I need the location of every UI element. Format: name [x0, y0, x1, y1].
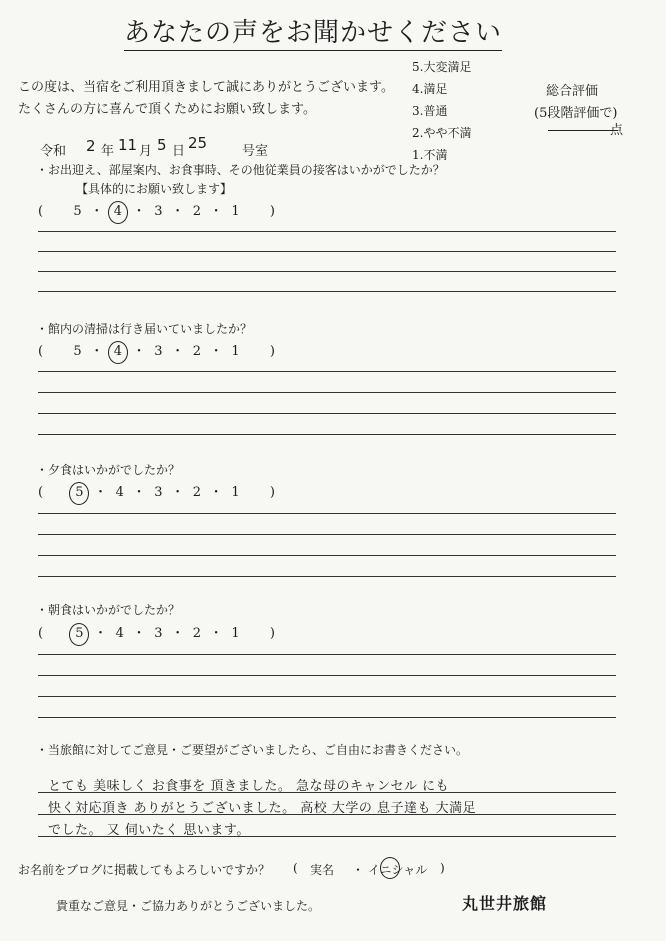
legend-item: 3.普通 — [412, 104, 448, 118]
answer-line[interactable] — [38, 792, 616, 793]
scale-option-2[interactable]: 2 — [192, 344, 202, 359]
comment-line-1: とても 美味しく お食事を 頂きました。 急な母のキャンセル にも — [48, 779, 450, 794]
date-month-unit: 月 — [139, 144, 153, 159]
question-note: 【具体的にお願い致します】 — [76, 182, 233, 196]
blog-close: ) — [440, 861, 445, 875]
scale-option-4[interactable]: 4 — [115, 485, 124, 500]
answer-line[interactable] — [38, 413, 616, 414]
scale-option-5-selected[interactable]: 5 — [69, 623, 89, 646]
scale-sep: ・ — [93, 626, 107, 641]
thanks-message: 貴重なご意見・ご協力ありがとうございました。 — [56, 899, 321, 913]
scale-close: ) — [269, 626, 275, 641]
comment-line-2: 快く対応頂き ありがとうございました。 高校 大学の 息子達も 大満足 — [48, 801, 477, 816]
overall-label: 総合評価 — [546, 84, 599, 99]
scale-option-1[interactable]: 1 — [231, 344, 240, 359]
scale-sep: ・ — [209, 344, 223, 359]
blog-open: ( — [293, 861, 298, 875]
date-year: 2 — [86, 137, 96, 155]
date-month: 11 — [118, 136, 138, 154]
scale-option-5[interactable]: 5 — [73, 204, 82, 219]
rating-scale[interactable] — [38, 622, 275, 643]
answer-line[interactable] — [38, 654, 616, 655]
question-text: ・館内の清掃は行き届いていましたか？ — [36, 322, 253, 336]
scale-open: ( — [38, 344, 44, 359]
scale-option-1[interactable]: 1 — [231, 485, 240, 500]
scale-close: ) — [269, 204, 275, 219]
answer-line[interactable] — [38, 717, 616, 718]
scale-sep: ・ — [132, 204, 146, 219]
free-comment-prompt: ・当旅館に対してご意見・ご要望がございましたら、ご自由にお書きください。 — [36, 743, 469, 757]
legend-item: 4.満足 — [412, 82, 448, 96]
scale-open: ( — [38, 485, 44, 500]
scale-sep: ・ — [171, 485, 185, 500]
room-number: 25 — [188, 134, 208, 152]
blog-sep: ・ — [352, 863, 365, 877]
scale-option-3[interactable]: 3 — [154, 626, 163, 641]
scale-option-3[interactable]: 3 — [154, 204, 163, 219]
question-text: ・夕食はいかがでしたか？ — [36, 463, 181, 477]
answer-line[interactable] — [38, 392, 616, 393]
intro-line-2: たくさんの方に喜んで頂くためにお願い致します。 — [18, 102, 316, 117]
rating-scale[interactable] — [38, 481, 275, 502]
scale-option-3[interactable]: 3 — [154, 485, 163, 500]
question-text: ・朝食はいかがでしたか？ — [36, 603, 181, 617]
answer-line[interactable] — [38, 513, 616, 514]
scale-option-4-selected[interactable]: 4 — [108, 201, 128, 224]
scale-option-3[interactable]: 3 — [154, 344, 163, 359]
selected-circle — [380, 857, 400, 879]
scale-sep: ・ — [171, 204, 185, 219]
answer-line[interactable] — [38, 836, 616, 837]
scale-open: ( — [38, 204, 44, 219]
answer-line[interactable] — [38, 696, 616, 697]
answer-line[interactable] — [38, 534, 616, 535]
scale-sep: ・ — [209, 626, 223, 641]
scale-option-2[interactable]: 2 — [192, 204, 202, 219]
scale-option-4[interactable]: 4 — [115, 626, 124, 641]
date-era: 令和 — [40, 144, 67, 159]
overall-score-blank[interactable] — [548, 130, 618, 131]
date-year-unit: 年 — [101, 144, 115, 159]
answer-line[interactable] — [38, 814, 616, 815]
blog-question: お名前をブログに掲載してもよろしいですか？ — [18, 863, 271, 877]
answer-line[interactable] — [38, 576, 616, 577]
rating-scale[interactable] — [38, 340, 275, 361]
scale-sep: ・ — [93, 485, 107, 500]
scale-close: ) — [269, 344, 275, 359]
scale-option-4-selected[interactable]: 4 — [108, 341, 128, 364]
legend-item: 5.大変満足 — [412, 60, 472, 74]
overall-sub: (5段階評価で) — [534, 106, 618, 121]
overall-unit: 点 — [610, 123, 624, 138]
answer-line[interactable] — [38, 555, 616, 556]
blog-option-initial-selected[interactable]: イニシャル — [368, 863, 428, 877]
scale-sep: ・ — [132, 344, 146, 359]
scale-option-5[interactable]: 5 — [73, 344, 82, 359]
hotel-name: 丸世井旅館 — [462, 894, 548, 913]
page-title: あなたの声をお聞かせください — [124, 18, 502, 51]
scale-sep: ・ — [132, 626, 146, 641]
legend-item: 1.不満 — [412, 148, 448, 162]
scale-option-2[interactable]: 2 — [192, 485, 202, 500]
scale-sep: ・ — [171, 626, 185, 641]
scale-sep: ・ — [209, 485, 223, 500]
scale-open: ( — [38, 626, 44, 641]
date-day-unit: 日 — [172, 144, 186, 159]
answer-line[interactable] — [38, 371, 616, 372]
scale-sep: ・ — [90, 344, 104, 359]
blog-option-real-name[interactable]: 実名 — [310, 863, 335, 877]
answer-line[interactable] — [38, 251, 616, 252]
intro-line-1: この度は、当宿をご利用頂きまして誠にありがとうございます。 — [18, 80, 394, 95]
scale-option-1[interactable]: 1 — [231, 204, 240, 219]
answer-line[interactable] — [38, 291, 616, 292]
rating-scale[interactable] — [38, 200, 275, 221]
answer-line[interactable] — [38, 271, 616, 272]
answer-line[interactable] — [38, 434, 616, 435]
date-day: 5 — [157, 136, 167, 154]
comment-line-3: でした。 又 伺いたく 思います。 — [48, 823, 250, 838]
scale-sep: ・ — [132, 485, 146, 500]
room-unit: 号室 — [242, 144, 269, 159]
legend-item: 2.やや不満 — [412, 126, 472, 140]
scale-sep: ・ — [171, 344, 185, 359]
scale-sep: ・ — [90, 204, 104, 219]
scale-option-5-selected[interactable]: 5 — [69, 482, 89, 505]
answer-line[interactable] — [38, 231, 616, 232]
question-text: ・お出迎え、部屋案内、お食事時、その他従業員の接客はいかがでしたか？ — [36, 163, 445, 177]
scale-option-1[interactable]: 1 — [231, 626, 240, 641]
scale-sep: ・ — [209, 204, 223, 219]
scale-close: ) — [269, 485, 275, 500]
scale-option-2[interactable]: 2 — [192, 626, 202, 641]
answer-line[interactable] — [38, 675, 616, 676]
